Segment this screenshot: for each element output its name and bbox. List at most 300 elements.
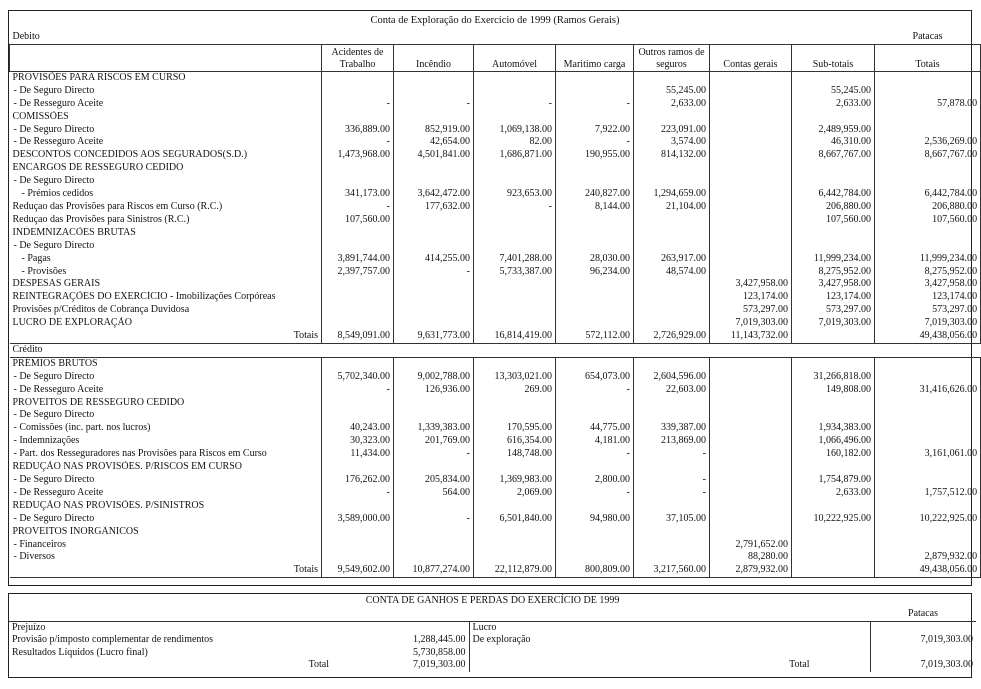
cell-value <box>710 162 792 175</box>
cell-value <box>792 227 875 240</box>
cell-value: 1,754,879.00 <box>792 474 875 487</box>
cell-value: 3,161,061.00 <box>875 448 981 461</box>
cell-value: 7,019,303.00 <box>710 317 792 330</box>
cell-value <box>394 539 474 552</box>
cell-value <box>556 461 634 474</box>
cell-value <box>710 448 792 461</box>
loss-row-value: 5,730,858.00 <box>413 646 466 658</box>
cell-value: 82.00 <box>474 136 556 149</box>
cell-value <box>710 397 792 410</box>
table-row <box>10 149 981 162</box>
column-header: Contas gerais <box>710 44 792 71</box>
cell-value <box>394 71 474 84</box>
row-label: Totais <box>10 330 322 343</box>
table-row <box>10 317 981 330</box>
cell-value: 1,473,968.00 <box>322 149 394 162</box>
cell-value <box>875 124 981 137</box>
row-label: - Financeiros <box>13 538 66 550</box>
row-label: - Part. dos Resseguradores nas Provisões para Riscos em Curso <box>13 448 267 460</box>
cell-value: 2,879,932.00 <box>875 551 981 564</box>
cell-value <box>792 240 875 253</box>
cell-value: 573,297.00 <box>792 304 875 317</box>
table-row <box>10 278 981 291</box>
table-row <box>10 71 981 84</box>
cell-value <box>556 85 634 98</box>
row-label: - Provisões <box>21 265 67 277</box>
cell-value: 31,266,818.00 <box>792 371 875 384</box>
cell-value <box>474 317 556 330</box>
cell-value <box>394 278 474 291</box>
table-row <box>10 253 981 266</box>
cell-value: 654,073.00 <box>556 371 634 384</box>
column-header: Maritimo carga <box>556 44 634 71</box>
row-label: REDUÇÃO NAS PROVISÕES. P/SINISTROS <box>12 499 205 511</box>
cell-value: 123,174.00 <box>710 291 792 304</box>
currency-label: Patacas <box>912 31 943 42</box>
cell-value <box>875 227 981 240</box>
cell-value <box>322 71 394 84</box>
cell-value <box>875 240 981 253</box>
cell-value <box>634 526 710 539</box>
cell-value: 339,387.00 <box>634 422 710 435</box>
cell-value <box>556 397 634 410</box>
table-row <box>10 409 981 422</box>
cell-value <box>394 85 474 98</box>
table-row <box>10 513 981 526</box>
cell-value <box>474 162 556 175</box>
cell-value: 336,889.00 <box>322 124 394 137</box>
cell-value: 55,245.00 <box>792 85 875 98</box>
cell-value: 1,757,512.00 <box>875 487 981 500</box>
table-row <box>10 98 981 111</box>
cell-value <box>710 136 792 149</box>
cell-value: 205,834.00 <box>394 474 474 487</box>
cell-value: 94,980.00 <box>556 513 634 526</box>
exploration-account-table <box>8 10 978 586</box>
row-label: - Diversos <box>13 551 55 563</box>
row-label: COMISSÕES <box>12 110 69 122</box>
cell-value: 206,880.00 <box>875 201 981 214</box>
cell-value: 7,019,303.00 <box>875 317 981 330</box>
cell-value: 11,143,732.00 <box>710 330 792 343</box>
cell-value <box>710 487 792 500</box>
cell-value <box>394 409 474 422</box>
cell-value: 5,733,387.00 <box>474 266 556 279</box>
cell-value: 22,112,879.00 <box>474 564 556 577</box>
cell-value <box>634 500 710 513</box>
cell-value <box>322 500 394 513</box>
cell-value: 148,748.00 <box>474 448 556 461</box>
table-row <box>10 564 981 577</box>
cell-value <box>792 539 875 552</box>
cell-value <box>474 461 556 474</box>
cell-value: 10,222,925.00 <box>875 513 981 526</box>
cell-value: 269.00 <box>474 384 556 397</box>
cell-value: 170,595.00 <box>474 422 556 435</box>
cell-value: 4,501,841.00 <box>394 149 474 162</box>
cell-value: 8,144.00 <box>556 201 634 214</box>
cell-value <box>710 214 792 227</box>
cell-value: 40,243.00 <box>322 422 394 435</box>
gains-losses-title: CONTA DE GANHOS E PERDAS DO EXERCÍCIO DE 1999 <box>365 595 620 606</box>
cell-value <box>474 240 556 253</box>
cell-value <box>710 461 792 474</box>
cell-value <box>792 71 875 84</box>
cell-value <box>875 371 981 384</box>
cell-value: - <box>556 98 634 111</box>
cell-value: 263,917.00 <box>634 253 710 266</box>
cell-value <box>322 162 394 175</box>
row-label: Totais <box>10 564 322 577</box>
cell-value <box>875 71 981 84</box>
cell-value: - <box>394 513 474 526</box>
cell-value <box>710 371 792 384</box>
cell-value <box>875 461 981 474</box>
cell-value <box>792 397 875 410</box>
row-label: PROVEITOS DE RESSEGURO CEDIDO <box>12 396 185 408</box>
cell-value: 28,030.00 <box>556 253 634 266</box>
table-row <box>10 422 981 435</box>
cell-value <box>474 397 556 410</box>
cell-value <box>634 111 710 124</box>
cell-value <box>634 461 710 474</box>
table-row <box>10 397 981 410</box>
table-row <box>10 526 981 539</box>
cell-value <box>634 240 710 253</box>
cell-value <box>792 461 875 474</box>
cell-value: 573,297.00 <box>875 304 981 317</box>
cell-value <box>474 409 556 422</box>
cell-value <box>394 500 474 513</box>
cell-value <box>556 278 634 291</box>
cell-value: 5,702,340.00 <box>322 371 394 384</box>
cell-value <box>322 240 394 253</box>
cell-value <box>710 253 792 266</box>
cell-value <box>556 317 634 330</box>
cell-value: 42,654.00 <box>394 136 474 149</box>
cell-value <box>322 409 394 422</box>
cell-value: 123,174.00 <box>875 291 981 304</box>
cell-value: 8,667,767.00 <box>792 149 875 162</box>
cell-value <box>875 162 981 175</box>
cell-value <box>875 85 981 98</box>
row-label: - De Seguro Directo <box>13 409 95 421</box>
table-row <box>10 357 981 370</box>
cell-value <box>474 539 556 552</box>
cell-value <box>556 240 634 253</box>
cell-value: 9,002,788.00 <box>394 371 474 384</box>
cell-value: 190,955.00 <box>556 149 634 162</box>
cell-value: 9,631,773.00 <box>394 330 474 343</box>
cell-value <box>710 175 792 188</box>
cell-value: 8,275,952.00 <box>792 266 875 279</box>
cell-value: 616,354.00 <box>474 435 556 448</box>
row-label: PRÉMIOS BRUTOS <box>12 357 98 369</box>
row-label: Provisões p/Créditos de Cobrança Duvidosa <box>12 304 190 316</box>
column-header: Sub-totais <box>792 44 875 71</box>
loss-row-label: Resultados Líquidos (Lucro final) <box>12 646 148 658</box>
cell-value: 2,489,959.00 <box>792 124 875 137</box>
gains-losses-grid <box>9 594 976 672</box>
cell-value: 2,800.00 <box>556 474 634 487</box>
row-label: - De Resseguro Aceite <box>13 486 104 498</box>
cell-value <box>710 422 792 435</box>
cell-value <box>710 188 792 201</box>
profit-row-label: De exploração <box>469 634 870 647</box>
cell-value <box>634 357 710 370</box>
cell-value <box>394 397 474 410</box>
cell-value <box>322 397 394 410</box>
cell-value: 3,427,958.00 <box>792 278 875 291</box>
table-row <box>10 448 981 461</box>
cell-value <box>556 175 634 188</box>
cell-value: 2,633.00 <box>634 98 710 111</box>
cell-value <box>556 409 634 422</box>
cell-value: 573,297.00 <box>710 304 792 317</box>
cell-value <box>322 227 394 240</box>
table-row <box>10 111 981 124</box>
cell-value <box>394 175 474 188</box>
cell-value: 2,604,596.00 <box>634 371 710 384</box>
cell-value <box>556 71 634 84</box>
cell-value: 240,827.00 <box>556 188 634 201</box>
cell-value <box>474 500 556 513</box>
cell-value: 7,922.00 <box>556 124 634 137</box>
row-label: - De Resseguro Aceite <box>13 136 104 148</box>
credit-label: Crédito <box>10 343 981 357</box>
cell-value <box>634 71 710 84</box>
cell-value <box>875 397 981 410</box>
cell-value: 4,181.00 <box>556 435 634 448</box>
cell-value: - <box>556 487 634 500</box>
cell-value <box>634 278 710 291</box>
cell-value: 49,438,056.00 <box>875 330 981 343</box>
cell-value: 16,814,419.00 <box>474 330 556 343</box>
cell-value <box>710 111 792 124</box>
cell-value <box>556 111 634 124</box>
cell-value <box>875 111 981 124</box>
row-label: DESCONTOS CONCEDIDOS AOS SEGURADOS(S.D.) <box>12 149 248 161</box>
cell-value: 6,442,784.00 <box>792 188 875 201</box>
cell-value <box>710 384 792 397</box>
row-label: REINTEGRAÇÕES DO EXERCÍCIO - Imobilizações Corpóreas <box>12 291 276 303</box>
cell-value <box>474 526 556 539</box>
cell-value: 149,808.00 <box>792 384 875 397</box>
cell-value: 1,934,383.00 <box>792 422 875 435</box>
cell-value: 1,686,871.00 <box>474 149 556 162</box>
cell-value: 2,879,932.00 <box>710 564 792 577</box>
cell-value: - <box>634 448 710 461</box>
cell-value: 88,280.00 <box>710 551 792 564</box>
column-header: Incêndio <box>394 44 474 71</box>
cell-value <box>875 422 981 435</box>
column-header: Outros ramos de seguros <box>634 44 710 71</box>
cell-value <box>792 162 875 175</box>
cell-value <box>556 227 634 240</box>
cell-value: 30,323.00 <box>322 435 394 448</box>
cell-value: 11,434.00 <box>322 448 394 461</box>
cell-value <box>474 551 556 564</box>
cell-value <box>322 526 394 539</box>
cell-value <box>474 304 556 317</box>
cell-value <box>875 357 981 370</box>
cell-value <box>394 111 474 124</box>
cell-value <box>792 175 875 188</box>
cell-value: 1,069,138.00 <box>474 124 556 137</box>
cell-value <box>322 291 394 304</box>
cell-value <box>634 409 710 422</box>
cell-value: 2,633.00 <box>792 487 875 500</box>
table-row <box>10 124 981 137</box>
cell-value <box>634 214 710 227</box>
cell-value: 800,809.00 <box>556 564 634 577</box>
cell-value <box>394 214 474 227</box>
cell-value <box>556 214 634 227</box>
cell-value: 1,066,496.00 <box>792 435 875 448</box>
loss-total-label: Total <box>308 659 329 670</box>
cell-value: 57,878.00 <box>875 98 981 111</box>
cell-value: 223,091.00 <box>634 124 710 137</box>
cell-value: 1,369,983.00 <box>474 474 556 487</box>
cell-value <box>394 526 474 539</box>
cell-value <box>322 111 394 124</box>
cell-value: 564.00 <box>394 487 474 500</box>
cell-value <box>322 278 394 291</box>
cell-value: 8,275,952.00 <box>875 266 981 279</box>
column-header: Acidentes de Trabalho <box>322 44 394 71</box>
cell-value <box>556 500 634 513</box>
cell-value <box>875 539 981 552</box>
cell-value <box>634 317 710 330</box>
row-label: - De Seguro Directo <box>13 512 95 524</box>
column-header: Automóvel <box>474 44 556 71</box>
cell-value: - <box>556 136 634 149</box>
cell-value <box>322 357 394 370</box>
cell-value: 55,245.00 <box>634 85 710 98</box>
table-row <box>10 162 981 175</box>
cell-value: 126,936.00 <box>394 384 474 397</box>
row-label: - De Resseguro Aceite <box>13 97 104 109</box>
row-label: ENCARGOS DE RESSEGURO CEDIDO <box>12 162 184 174</box>
cell-value <box>710 98 792 111</box>
cell-value: 177,632.00 <box>394 201 474 214</box>
cell-value: 3,574.00 <box>634 136 710 149</box>
loss-row-label: Provisão p/imposto complementar de rendimentos <box>12 634 214 645</box>
cell-value <box>710 435 792 448</box>
cell-value: 414,255.00 <box>394 253 474 266</box>
table-row <box>10 474 981 487</box>
table-row <box>10 188 981 201</box>
cell-value <box>792 564 875 577</box>
table-row <box>10 384 981 397</box>
cell-value: 160,182.00 <box>792 448 875 461</box>
loss-row-value: 1,288,445.00 <box>413 634 466 645</box>
cell-value: 1,339,383.00 <box>394 422 474 435</box>
cell-value <box>556 539 634 552</box>
cell-value: 572,112.00 <box>556 330 634 343</box>
row-label: - Comissões (inc. part. nos lucros) <box>13 422 151 434</box>
row-label: - De Seguro Directo <box>13 123 95 135</box>
cell-value <box>710 513 792 526</box>
cell-value <box>792 526 875 539</box>
table-row <box>10 330 981 343</box>
cell-value: 11,999,234.00 <box>792 253 875 266</box>
column-header: Totais <box>875 44 981 71</box>
cell-value: - <box>556 384 634 397</box>
cell-value <box>474 214 556 227</box>
table-row <box>10 136 981 149</box>
profit-total-value: 7,019,303.00 <box>870 659 976 672</box>
cell-value <box>875 474 981 487</box>
cell-value: - <box>322 136 394 149</box>
cell-value <box>634 227 710 240</box>
report-title: Conta de Exploração do Exercício de 1999 (Ramos Gerais) <box>370 15 620 26</box>
cell-value <box>394 240 474 253</box>
cell-value <box>792 330 875 343</box>
table-row <box>10 435 981 448</box>
cell-value: 11,999,234.00 <box>875 253 981 266</box>
cell-value: 2,633.00 <box>792 98 875 111</box>
cell-value <box>394 162 474 175</box>
cell-value: - <box>322 201 394 214</box>
cell-value <box>710 201 792 214</box>
cell-value: 21,104.00 <box>634 201 710 214</box>
cell-value <box>556 357 634 370</box>
row-label: INDEMNIZACÕES BRUTAS <box>12 226 136 238</box>
row-label: - Indemnizações <box>13 435 80 447</box>
row-label: Reduçao das Provisões para Sinistros (R.C.) <box>12 213 190 225</box>
gains-losses-table <box>8 593 972 678</box>
cell-value <box>634 175 710 188</box>
header-blank <box>10 44 322 71</box>
cell-value <box>474 291 556 304</box>
row-label: - De Seguro Directo <box>13 175 95 187</box>
cell-value: 31,416,626.00 <box>875 384 981 397</box>
cell-value: 9,549,602.00 <box>322 564 394 577</box>
cell-value: 3,589,000.00 <box>322 513 394 526</box>
cell-value <box>634 539 710 552</box>
row-label: Reduçao das Provisões para Riscos em Curso (R.C.) <box>12 200 223 212</box>
table-row <box>10 500 981 513</box>
cell-value <box>474 85 556 98</box>
row-label: - De Seguro Directo <box>13 370 95 382</box>
cell-value: 8,549,091.00 <box>322 330 394 343</box>
table-row <box>10 240 981 253</box>
row-label: - Prémios cedidos <box>21 188 94 200</box>
cell-value: 10,222,925.00 <box>792 513 875 526</box>
cell-value: 2,791,652.00 <box>710 539 792 552</box>
table-row <box>10 85 981 98</box>
cell-value <box>710 357 792 370</box>
cell-value <box>875 175 981 188</box>
cell-value: 6,501,840.00 <box>474 513 556 526</box>
cell-value: 7,401,288.00 <box>474 253 556 266</box>
cell-value: 107,560.00 <box>875 214 981 227</box>
cell-value: 3,891,744.00 <box>322 253 394 266</box>
cell-value <box>875 409 981 422</box>
cell-value <box>394 317 474 330</box>
row-label: - Pagas <box>21 252 51 264</box>
cell-value <box>875 500 981 513</box>
cell-value <box>710 526 792 539</box>
cell-value <box>792 111 875 124</box>
cell-value <box>792 357 875 370</box>
cell-value: 7,019,303.00 <box>792 317 875 330</box>
cell-value: - <box>634 487 710 500</box>
row-label: PROVEITOS INORGÂNICOS <box>12 525 139 537</box>
cell-value: - <box>322 384 394 397</box>
cell-value: 1,294,659.00 <box>634 188 710 201</box>
